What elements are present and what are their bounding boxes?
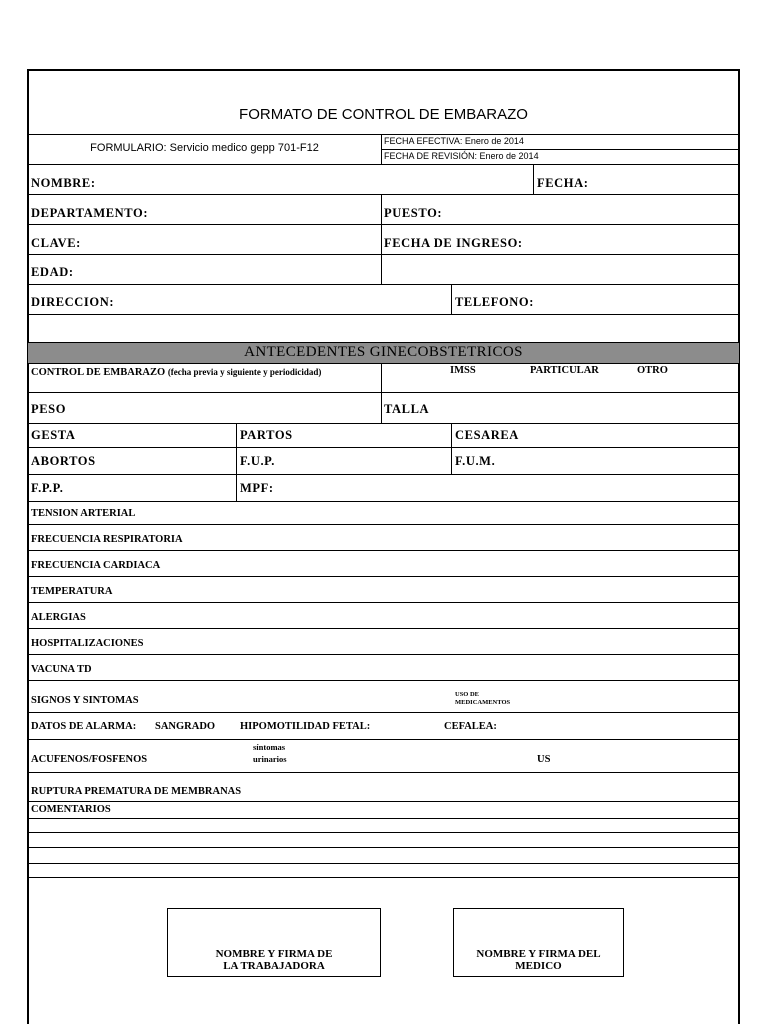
alergias-label: ALERGIAS	[31, 612, 86, 623]
rule	[27, 712, 740, 713]
rule	[27, 224, 740, 225]
rule	[27, 550, 740, 551]
ruptura-label: RUPTURA PREMATURA DE MEMBRANAS	[31, 786, 242, 797]
datos-alarma-label: DATOS DE ALARMA:	[31, 721, 137, 732]
acufenos-label: ACUFENOS/FOSFENOS	[31, 754, 148, 765]
imss-option[interactable]: IMSS	[450, 365, 476, 376]
partos-label: PARTOS	[240, 428, 293, 442]
fpp-label: F.P.P.	[31, 481, 64, 495]
rule	[236, 423, 237, 501]
rule	[27, 801, 740, 802]
departamento-field[interactable]	[160, 202, 375, 220]
rule	[27, 772, 740, 773]
sintomas-urinarios-line1: síntomas	[253, 742, 286, 752]
mpf-label: MPF:	[240, 481, 274, 495]
clave-field[interactable]	[90, 232, 375, 250]
puesto-field[interactable]	[450, 202, 735, 220]
rule	[27, 602, 740, 603]
rule	[27, 524, 740, 525]
rule	[27, 576, 740, 577]
rule	[27, 363, 740, 364]
tension-label: TENSION ARTERIAL	[31, 508, 136, 519]
rule	[27, 284, 740, 285]
rule	[27, 628, 740, 629]
rule	[27, 863, 740, 864]
departamento-label: DEPARTAMENTO:	[31, 206, 149, 220]
section-title: ANTECEDENTES GINECOBSTETRICOS	[244, 344, 523, 360]
nombre-label: NOMBRE:	[31, 176, 96, 190]
rule	[27, 254, 740, 255]
rule	[27, 392, 740, 393]
signature-label-medico: NOMBRE Y FIRMA DEL MEDICO	[476, 948, 601, 972]
edad-field[interactable]	[80, 261, 375, 279]
clave-label: CLAVE:	[31, 236, 81, 250]
rule	[451, 284, 452, 314]
rule	[27, 447, 740, 448]
peso-label: PESO	[31, 402, 67, 416]
frec-resp-label: FRECUENCIA RESPIRATORIA	[31, 534, 183, 545]
rule	[533, 164, 534, 194]
formulario-label: FORMULARIO: Servicio medico gepp 701-F12	[90, 142, 319, 154]
rule	[451, 423, 452, 474]
uso-medicamentos-line1: USO DE	[455, 691, 480, 698]
form-title: FORMATO DE CONTROL DE EMBARAZO	[239, 106, 528, 123]
fum-label: F.U.M.	[455, 454, 496, 468]
rule	[27, 680, 740, 681]
fecha-ingreso-field[interactable]	[530, 232, 735, 250]
rule	[27, 314, 740, 315]
talla-label: TALLA	[384, 402, 430, 416]
direccion-label: DIRECCION:	[31, 295, 115, 309]
puesto-label: PUESTO:	[384, 206, 443, 220]
rule	[27, 877, 740, 878]
rule	[27, 739, 740, 740]
control-label-main: CONTROL DE EMBARAZO	[31, 367, 166, 378]
signos-label: SIGNOS Y SINTOMAS	[31, 695, 139, 706]
comentarios-label: COMENTARIOS	[31, 804, 111, 815]
rule	[27, 194, 740, 195]
otro-option[interactable]: OTRO	[637, 365, 668, 376]
rule	[27, 423, 740, 424]
control-label	[31, 368, 321, 379]
fecha-revision: FECHA DE REVISIÓN: Enero de 2014	[384, 151, 539, 161]
sangrado-label: SANGRADO	[155, 721, 216, 732]
uso-medicamentos-line2: MEDICAMENTOS	[455, 699, 511, 706]
cefalea-label: CEFALEA:	[444, 721, 497, 732]
rule	[27, 654, 740, 655]
signature-label-trabajadora: NOMBRE Y FIRMA DE LA TRABAJADORA	[215, 948, 333, 972]
fecha-efectiva: FECHA EFECTIVA: Enero de 2014	[384, 136, 524, 146]
rule	[27, 832, 740, 833]
temperatura-label: TEMPERATURA	[31, 586, 113, 597]
frec-card-label: FRECUENCIA CARDIACA	[31, 560, 161, 571]
rule	[27, 818, 740, 819]
fup-label: F.U.P.	[240, 454, 275, 468]
hipomotilidad-label: HIPOMOTILIDAD FETAL:	[240, 721, 371, 732]
particular-option[interactable]: PARTICULAR	[530, 365, 599, 376]
vacuna-label: VACUNA TD	[31, 664, 92, 675]
rule	[27, 474, 740, 475]
fecha-ingreso-label: FECHA DE INGRESO:	[384, 236, 523, 250]
us-label: US	[537, 754, 551, 765]
abortos-label: ABORTOS	[31, 454, 96, 468]
signature-box-trabajadora[interactable]	[167, 908, 381, 977]
telefono-label: TELEFONO:	[455, 295, 535, 309]
gesta-label: GESTA	[31, 428, 76, 442]
telefono-field[interactable]	[540, 291, 735, 309]
rule	[27, 134, 740, 135]
cesarea-label: CESAREA	[455, 428, 519, 442]
control-label-note: (fecha previa y siguiente y periodicidad)	[167, 367, 322, 377]
direccion-field[interactable]	[120, 291, 445, 309]
edad-label: EDAD:	[31, 265, 74, 279]
rule	[381, 194, 382, 284]
signature-box-medico[interactable]	[453, 908, 624, 977]
sintomas-urinarios-line2: urinarios	[253, 754, 287, 764]
rule	[27, 501, 740, 502]
fecha-label: FECHA:	[537, 176, 589, 190]
nombre-field[interactable]	[120, 172, 530, 190]
rule	[27, 164, 740, 165]
hospitalizaciones-label: HOSPITALIZACIONES	[31, 638, 144, 649]
fecha-field[interactable]	[595, 172, 735, 190]
rule	[381, 363, 382, 423]
rule	[27, 847, 740, 848]
rule	[381, 149, 740, 150]
